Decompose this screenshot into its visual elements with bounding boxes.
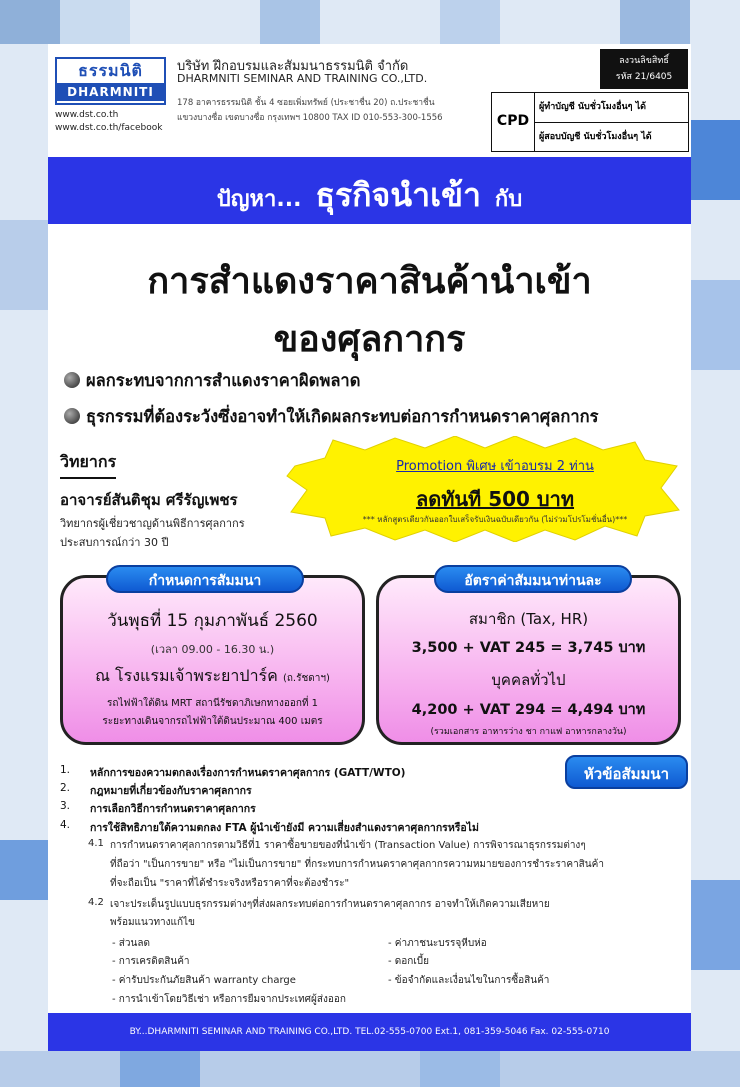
transit-distance: ระยะทางเดินจากรถไฟฟ้าใต้ดินประมาณ 400 เมตร	[102, 716, 323, 727]
topic-item: การเลือกวิธีการกำหนดราคาศุลกากร	[90, 803, 256, 815]
seminar-title-line1: การสำแดงราคาสินค้านำเข้า	[147, 261, 592, 302]
logo-thai-text: ธรรมนิติ	[78, 61, 143, 80]
copyright-text: ลงวนลิขสิทธิ์	[619, 56, 669, 66]
promotion-headline: Promotion พิเศษ เข้าอบรม 2 ท่าน	[396, 459, 594, 474]
issue-list-item: - การเครดิตสินค้า	[112, 956, 190, 967]
topic-number: 1.	[60, 764, 71, 776]
bg-tile	[0, 1051, 740, 1087]
bullet-text: ธุรกรรมที่ต้องระวังซึ่งอาจทำให้เกิดผลกระทบต่อการกำหนดราคาศุลกากร	[86, 407, 599, 426]
banner-main: ธุรกิจนำเข้า	[315, 176, 481, 214]
seminar-venue	[60, 664, 365, 689]
venue-note: (ถ.รัชดาฯ)	[282, 673, 330, 684]
highlight-bullet	[64, 368, 360, 394]
subtopic-text: ที่ถือว่า "เป็นการขาย" หรือ "ไม่เป็นการขาย" ที่กระทบการกำหนดราคาศุลกากรความหมายของการชำระราคาสินค้า	[110, 859, 604, 870]
subtopic-number: 4.2	[88, 897, 104, 908]
speaker-heading: วิทยากร	[60, 450, 116, 479]
banner-suffix: กับ	[494, 187, 523, 212]
bg-tile	[60, 0, 130, 44]
banner-prefix: ปัญหา...	[216, 187, 302, 212]
speaker-description	[60, 514, 245, 552]
general-price: 4,200 + VAT 294 = 4,494 บาท	[411, 702, 646, 718]
issue-list-item: - ดอกเบี้ย	[388, 956, 429, 967]
issue-list-item: - ข้อจำกัดและเงื่อนไขในการซื้อสินค้า	[388, 975, 550, 986]
company-name-thai: บริษัท ฝึกอบรมและสัมมนาธรรมนิติ จำกัด	[177, 59, 409, 74]
subtopic-text: ที่จะถือเป็น "ราคาที่ได้ชำระจริงหรือราคาที่จะต้องชำระ"	[110, 878, 350, 889]
subtopic-text: พร้อมแนวทางแก้ไข	[110, 917, 195, 928]
bg-tile	[440, 0, 500, 44]
member-price: 3,500 + VAT 245 = 3,745 บาท	[411, 640, 646, 656]
cpd-label: CPD	[492, 93, 535, 151]
website-link[interactable]: www.dst.co.th	[55, 110, 119, 120]
topic-number: 2.	[60, 782, 71, 794]
seminar-title-line2: ของศุลกากร	[273, 319, 466, 360]
bg-tile	[691, 120, 740, 200]
fee-inclusions: (รวมเอกสาร อาหารว่าง ชา กาแฟ อาหารกลางวัน)	[430, 727, 627, 737]
banner-text	[48, 170, 691, 221]
cpd-accountant-row: ผู้ทำบัญชี นับชั่วโมงอื่นๆ ได้	[539, 102, 646, 112]
copyright-code-badge	[600, 49, 688, 89]
facebook-link[interactable]: www.dst.co.th/facebook	[55, 123, 163, 133]
course-code: รหัส 21/6405	[615, 72, 673, 82]
bg-tile	[691, 880, 740, 970]
issue-list-item: - ค่ารับประกันภัยสินค้า warranty charge	[112, 975, 296, 986]
promotion-discount: ลดทันที 500 บาท	[415, 487, 575, 511]
topic-item: หลักการของความตกลงเรื่องการกำหนดราคาศุลกากร (GATT/WTO)	[90, 767, 406, 779]
cpd-box	[491, 92, 689, 152]
address-line: 178 อาคารธรรมนิติ ชั้น 4 ซอยเพิ่มทรัพย์ (ประชาชื่น 20) ถ.ประชาชื่น	[177, 98, 435, 108]
bg-tile	[620, 0, 690, 44]
general-label: บุคคลทั่วไป	[491, 671, 566, 689]
subtopic-number: 4.1	[88, 838, 104, 849]
issue-list-item: - การนำเข้าโดยวิธีเช่า หรือการยืมจากประเทศผู้ส่งออก	[112, 994, 346, 1005]
topics-tag: หัวข้อสัมมนา	[565, 755, 688, 789]
cpd-auditor-row: ผู้สอบบัญชี นับชั่วโมงอื่นๆ ได้	[535, 122, 688, 151]
website-links	[55, 109, 162, 135]
bullet-dot-icon	[64, 408, 80, 424]
subtopic-text: การกำหนดราคาศุลกากรตามวิธีที่1 ราคาซื้อขายของที่นำเข้า (Transaction Value) การพิจารณาธุรกรรมต่างๆ	[110, 840, 586, 851]
schedule-tag: กำหนดการสัมมนา	[106, 565, 304, 593]
bullet-text: ผลกระทบจากการสำแดงราคาผิดพลาด	[86, 371, 361, 390]
topic-number: 4.	[60, 819, 71, 831]
bg-tile	[0, 840, 48, 900]
seminar-date: วันพุธที่ 15 กุมภาพันธ์ 2560	[107, 611, 318, 631]
bullet-dot-icon	[64, 372, 80, 388]
seminar-time: (เวลา 09.00 - 16.30 น.)	[150, 643, 275, 656]
transit-info: รถไฟฟ้าใต้ดิน MRT สถานีรัชดาภิเษกทางออกที่ 1	[106, 698, 319, 709]
bg-tile	[0, 220, 48, 310]
logo-english-text: DHARMNITI	[57, 83, 164, 101]
topic-item: กฎหมายที่เกี่ยวข้องกับราคาศุลกากร	[90, 785, 252, 797]
bg-tile	[420, 1051, 500, 1087]
venue-name: ณ โรงแรมเจ้าพระยาปาร์ค	[95, 666, 278, 685]
company-address	[177, 96, 477, 126]
promotion-condition: *** หลักสูตรเดียวกันออกใบเสร็จรับเงินฉบับเดียวกัน (ไม่ร่วมโปรโมชั่นอื่น)***	[362, 515, 628, 524]
topic-item: การใช้สิทธิภายใต้ความตกลง FTA ผู้นำเข้ายังมี ความเสี่ยงสำแดงราคาศุลกากรหรือไม่	[90, 822, 479, 834]
bg-tile	[0, 0, 60, 44]
fees-tag: อัตราค่าสัมมนาท่านละ	[434, 565, 632, 593]
highlight-bullet	[64, 404, 598, 430]
speaker-expertise: วิทยากรผู้เชี่ยวชาญด้านพิธีการศุลกากร	[60, 517, 245, 530]
speaker-name: อาจารย์สันติชุม ศรีรัญเพชร	[60, 491, 238, 509]
address-line: แขวงบางซื่อ เขตบางซื่อ กรุงเทพฯ 10800 TAX ID 010-553-300-1556	[177, 113, 443, 123]
dharmniti-logo	[55, 57, 166, 105]
bg-tile	[120, 1051, 200, 1087]
issue-list-item: - ส่วนลด	[112, 938, 150, 949]
contact-footer: BY...DHARMNITI SEMINAR AND TRAINING CO.,LTD. TEL.02-555-0700 Ext.1, 081-359-5046 Fax. 02-555-0710	[48, 1013, 691, 1051]
company-name-english: DHARMNITI SEMINAR AND TRAINING CO.,LTD.	[177, 72, 428, 85]
member-label: สมาชิก (Tax, HR)	[468, 610, 589, 628]
bg-tile	[691, 280, 740, 370]
issue-list-item: - ค่าภาชนะบรรจุหีบห่อ	[388, 938, 487, 949]
speaker-experience: ประสบการณ์กว่า 30 ปี	[60, 536, 169, 549]
topic-number: 3.	[60, 800, 71, 812]
bg-tile	[260, 0, 320, 44]
subtopic-text: เจาะประเด็นรูปแบบธุรกรรมต่างๆที่ส่งผลกระทบต่อการกำหนดราคาศุลกากร อาจทำให้เกิดความเสียหาย	[110, 899, 550, 910]
